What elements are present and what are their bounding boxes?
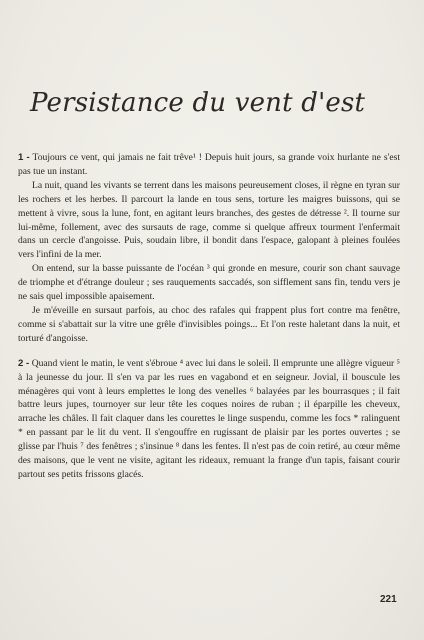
text-body	[18, 151, 400, 482]
section-number: 1 -	[18, 152, 30, 163]
paragraph: La nuit, quand les vivants se terrent dans les maisons peureusement closes, il règne en tyran sur les rochers et les herbes. Il parcourt la lande en tous sens, torture les maigres buissons, qui se mettent à vivre, sous la lune, font, en agitant leurs branches, des gestes de détresse ². Il tourne sur lui-même, follement, avec des sursauts de rage, comme si quelque affreux tourment l'enfermait dans un cercle d'angoisse. Puis, soudain libre, il bondit dans l'espace, galopant à pleines foulées vers l'infini de la mer.	[18, 179, 400, 261]
paragraph-text: Quand vient le matin, le vent s'ébroue ⁴ avec lui dans le soleil. Il emprunte une allègre vigueur ⁵ à la jeunesse du jour. Il s'en va par les rues en vagabond et en seigneur. Jovial, il bouscule les ménagères qui vont à leurs emplettes le long des venelles ⁶ balayées par les bourrasques ; il fait battre leurs jupes, tournoyer sur leur tête les coques noires de ruban ; il éparpille les cheveux, arrache les châles. Il fait claquer dans les courettes le linge suspendu, comme les focs * ralinguent * en passant par le lit du vent. Il s'engouffre en rugissant de plaisir par les portes ouvertes ; se glisse par l'huis ⁷ des fenêtres ; s'insinue ⁸ dans les fentes. Il n'est pas de coin retiré, au cœur même des maisons, que le vent ne visite, agitant les rideaux, remuant la frange d'un tapis, faisant courir partout ses petits frissons glacés.	[18, 357, 400, 480]
paragraph-text: Toujours ce vent, qui jamais ne fait trêve¹ ! Depuis huit jours, sa grande voix hurlante ne s'est pas tue un instant.	[18, 152, 400, 177]
paragraph	[18, 151, 400, 179]
chapter-title: Persistance du vent d'est	[30, 88, 366, 118]
page-number: 221	[380, 594, 397, 605]
section-number: 2 -	[18, 357, 30, 369]
paragraph: On entend, sur la basse puissante de l'océan ³ qui gronde en mesure, courir son chant sauvage de triomphe et d'étrange douleur ; ses rauquements saccadés, son sifflement sans fin, tendu vers je ne sais quel impossible apaisement.	[18, 263, 400, 303]
paragraph: Je m'éveille en sursaut parfois, au choc des rafales qui frappent plus fort contre ma fenêtre, comme si s'abattait sur la vitre une grêle d'invisibles poings... Et l'on reste haletant dans la nuit, et torturé d'angoisse.	[18, 304, 400, 344]
paragraph	[18, 357, 400, 482]
